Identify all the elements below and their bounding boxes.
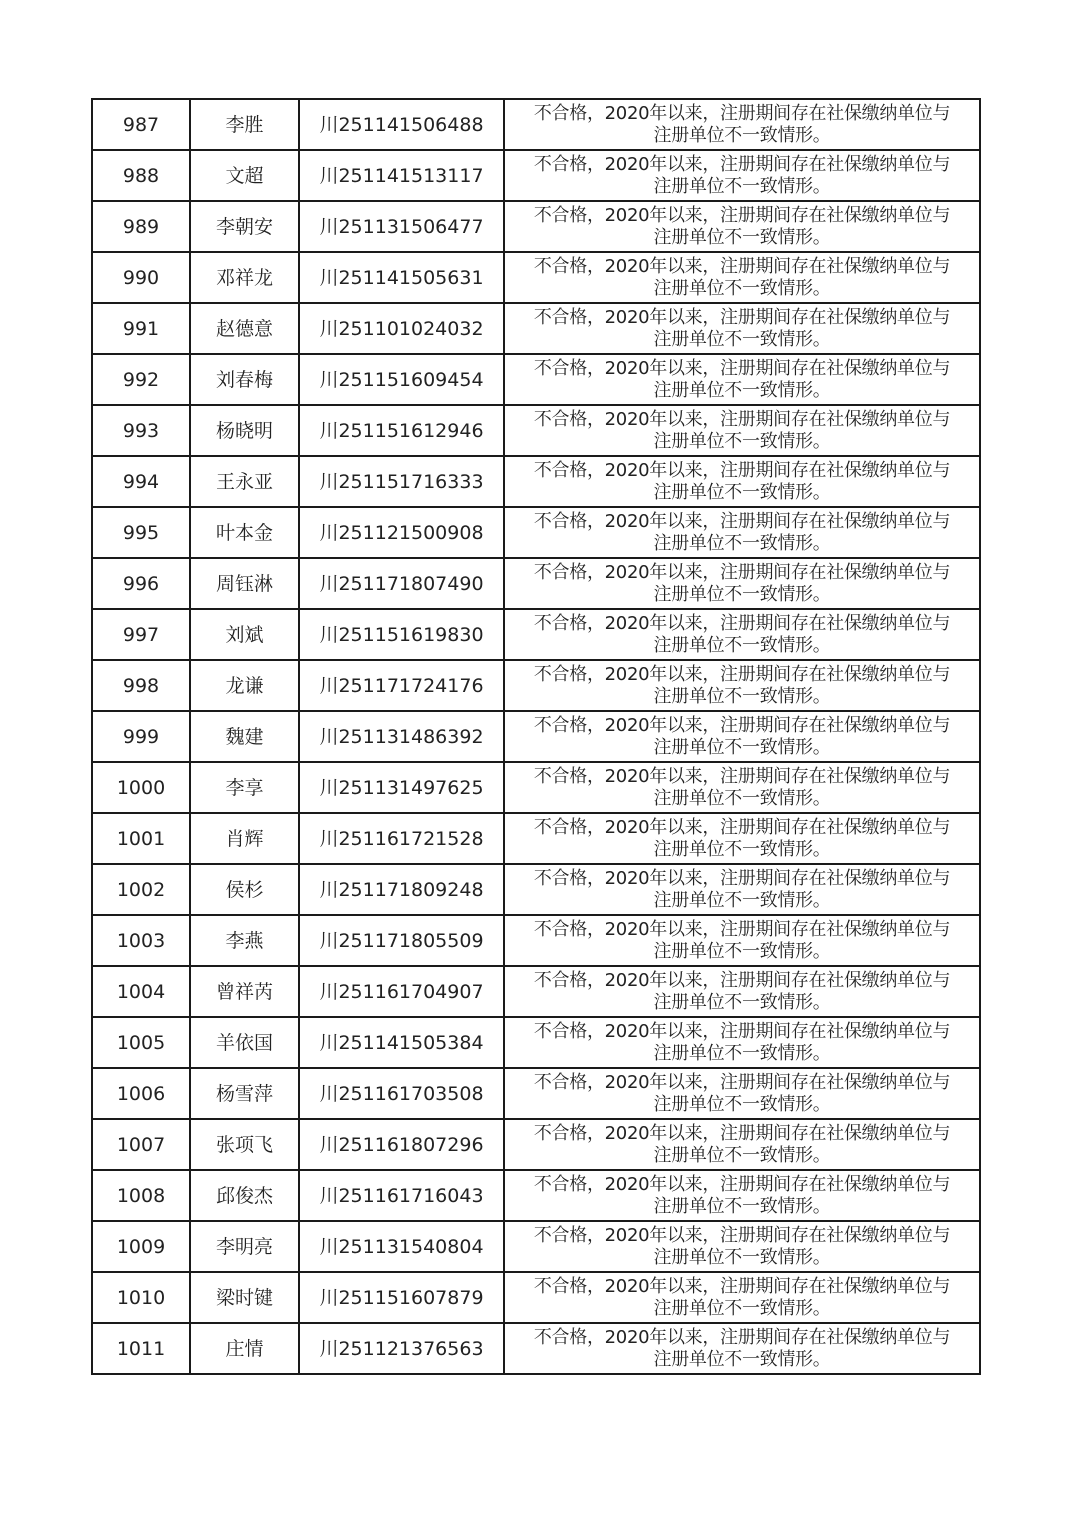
person-name-cell: 李燕	[190, 915, 299, 966]
check-result-cell	[504, 864, 980, 915]
check-result-cell	[504, 405, 980, 456]
check-result-line-1: 不合格，2020年以来，注册期间存在社保缴纳单位与	[533, 918, 951, 940]
check-result-line-1: 不合格，2020年以来，注册期间存在社保缴纳单位与	[533, 1275, 951, 1297]
certificate-number-cell: 川251131540804	[299, 1221, 504, 1272]
check-result-line-1: 不合格，2020年以来，注册期间存在社保缴纳单位与	[533, 765, 951, 787]
check-result-cell	[504, 507, 980, 558]
row-number-cell: 987	[92, 99, 190, 150]
certificate-number-cell: 川251151619830	[299, 609, 504, 660]
row-number-cell: 1010	[92, 1272, 190, 1323]
row-number-cell: 1005	[92, 1017, 190, 1068]
table-row	[92, 303, 980, 354]
row-number-cell: 996	[92, 558, 190, 609]
row-number-cell: 993	[92, 405, 190, 456]
person-name-cell: 李胜	[190, 99, 299, 150]
check-result-cell	[504, 915, 980, 966]
person-name-cell: 肖辉	[190, 813, 299, 864]
person-name-cell: 李朝安	[190, 201, 299, 252]
check-result-cell	[504, 609, 980, 660]
person-name-cell: 庄情	[190, 1323, 299, 1374]
table-row	[92, 711, 980, 762]
table-row	[92, 660, 980, 711]
table-row	[92, 966, 980, 1017]
check-result-cell	[504, 966, 980, 1017]
check-result-line-2: 注册单位不一致情形。	[653, 1297, 831, 1319]
check-result-cell	[504, 762, 980, 813]
check-result-line-2: 注册单位不一致情形。	[653, 583, 831, 605]
row-number-cell: 997	[92, 609, 190, 660]
person-name-cell: 杨雪萍	[190, 1068, 299, 1119]
certificate-number-cell: 川251161807296	[299, 1119, 504, 1170]
row-number-cell: 1006	[92, 1068, 190, 1119]
check-result-cell	[504, 1272, 980, 1323]
check-result-line-1: 不合格，2020年以来，注册期间存在社保缴纳单位与	[533, 153, 951, 175]
check-result-line-1: 不合格，2020年以来，注册期间存在社保缴纳单位与	[533, 459, 951, 481]
check-result-line-1: 不合格，2020年以来，注册期间存在社保缴纳单位与	[533, 1326, 951, 1348]
table-row	[92, 1068, 980, 1119]
check-result-line-1: 不合格，2020年以来，注册期间存在社保缴纳单位与	[533, 102, 951, 124]
table-row	[92, 507, 980, 558]
row-number-cell: 1004	[92, 966, 190, 1017]
table-row	[92, 915, 980, 966]
check-result-line-2: 注册单位不一致情形。	[653, 1093, 831, 1115]
certificate-number-cell: 川251141505631	[299, 252, 504, 303]
certificate-number-cell: 川251131506477	[299, 201, 504, 252]
certificate-number-cell: 川251151612946	[299, 405, 504, 456]
check-result-line-1: 不合格，2020年以来，注册期间存在社保缴纳单位与	[533, 663, 951, 685]
certificate-number-cell: 川251131486392	[299, 711, 504, 762]
check-result-cell	[504, 558, 980, 609]
row-number-cell: 988	[92, 150, 190, 201]
check-result-line-2: 注册单位不一致情形。	[653, 430, 831, 452]
table-row	[92, 813, 980, 864]
check-result-line-2: 注册单位不一致情形。	[653, 481, 831, 503]
check-result-line-1: 不合格，2020年以来，注册期间存在社保缴纳单位与	[533, 561, 951, 583]
check-result-line-1: 不合格，2020年以来，注册期间存在社保缴纳单位与	[533, 714, 951, 736]
check-result-line-2: 注册单位不一致情形。	[653, 1246, 831, 1268]
person-name-cell: 刘春梅	[190, 354, 299, 405]
check-result-line-1: 不合格，2020年以来，注册期间存在社保缴纳单位与	[533, 867, 951, 889]
table-row	[92, 762, 980, 813]
check-result-line-2: 注册单位不一致情形。	[653, 226, 831, 248]
certificate-number-cell: 川251121376563	[299, 1323, 504, 1374]
check-result-line-2: 注册单位不一致情形。	[653, 1195, 831, 1217]
certificate-number-cell: 川251171805509	[299, 915, 504, 966]
certificate-number-cell: 川251161716043	[299, 1170, 504, 1221]
person-name-cell: 杨晓明	[190, 405, 299, 456]
check-result-line-1: 不合格，2020年以来，注册期间存在社保缴纳单位与	[533, 612, 951, 634]
check-result-line-2: 注册单位不一致情形。	[653, 277, 831, 299]
table-row	[92, 1323, 980, 1374]
table-row	[92, 1221, 980, 1272]
person-name-cell: 周钰淋	[190, 558, 299, 609]
person-name-cell: 赵德意	[190, 303, 299, 354]
check-result-line-1: 不合格，2020年以来，注册期间存在社保缴纳单位与	[533, 510, 951, 532]
check-result-line-1: 不合格，2020年以来，注册期间存在社保缴纳单位与	[533, 1122, 951, 1144]
certificate-number-cell: 川251101024032	[299, 303, 504, 354]
certificate-number-cell: 川251171724176	[299, 660, 504, 711]
table-row	[92, 1272, 980, 1323]
check-result-line-2: 注册单位不一致情形。	[653, 1348, 831, 1370]
row-number-cell: 1009	[92, 1221, 190, 1272]
person-name-cell: 梁时键	[190, 1272, 299, 1323]
row-number-cell: 989	[92, 201, 190, 252]
check-result-cell	[504, 813, 980, 864]
check-result-line-1: 不合格，2020年以来，注册期间存在社保缴纳单位与	[533, 1224, 951, 1246]
person-name-cell: 刘斌	[190, 609, 299, 660]
check-result-line-2: 注册单位不一致情形。	[653, 1144, 831, 1166]
row-number-cell: 998	[92, 660, 190, 711]
person-name-cell: 李明亮	[190, 1221, 299, 1272]
certificate-number-cell: 川251161721528	[299, 813, 504, 864]
check-result-line-2: 注册单位不一致情形。	[653, 124, 831, 146]
row-number-cell: 1000	[92, 762, 190, 813]
check-result-line-1: 不合格，2020年以来，注册期间存在社保缴纳单位与	[533, 1020, 951, 1042]
check-result-line-1: 不合格，2020年以来，注册期间存在社保缴纳单位与	[533, 255, 951, 277]
table-row	[92, 99, 980, 150]
check-result-cell	[504, 1068, 980, 1119]
check-result-line-2: 注册单位不一致情形。	[653, 736, 831, 758]
person-name-cell: 龙谦	[190, 660, 299, 711]
certificate-number-cell: 川251151609454	[299, 354, 504, 405]
certificate-number-cell: 川251121500908	[299, 507, 504, 558]
certificate-number-cell: 川251141506488	[299, 99, 504, 150]
check-result-cell	[504, 252, 980, 303]
table-row	[92, 405, 980, 456]
check-result-line-1: 不合格，2020年以来，注册期间存在社保缴纳单位与	[533, 408, 951, 430]
check-result-cell	[504, 660, 980, 711]
check-result-line-2: 注册单位不一致情形。	[653, 940, 831, 962]
check-result-cell	[504, 1221, 980, 1272]
certificate-number-cell: 川251151607879	[299, 1272, 504, 1323]
check-result-cell	[504, 1323, 980, 1374]
check-result-cell	[504, 711, 980, 762]
table-row	[92, 354, 980, 405]
table-row	[92, 252, 980, 303]
check-result-line-1: 不合格，2020年以来，注册期间存在社保缴纳单位与	[533, 1071, 951, 1093]
person-name-cell: 叶本金	[190, 507, 299, 558]
table-row	[92, 1170, 980, 1221]
check-result-line-2: 注册单位不一致情形。	[653, 889, 831, 911]
row-number-cell: 1003	[92, 915, 190, 966]
check-result-line-2: 注册单位不一致情形。	[653, 175, 831, 197]
check-result-line-1: 不合格，2020年以来，注册期间存在社保缴纳单位与	[533, 306, 951, 328]
certificate-number-cell: 川251151716333	[299, 456, 504, 507]
check-result-line-1: 不合格，2020年以来，注册期间存在社保缴纳单位与	[533, 204, 951, 226]
check-result-cell	[504, 303, 980, 354]
person-name-cell: 侯杉	[190, 864, 299, 915]
table-row	[92, 558, 980, 609]
check-result-line-1: 不合格，2020年以来，注册期间存在社保缴纳单位与	[533, 969, 951, 991]
row-number-cell: 994	[92, 456, 190, 507]
person-name-cell: 张项飞	[190, 1119, 299, 1170]
table-row	[92, 1119, 980, 1170]
check-result-line-2: 注册单位不一致情形。	[653, 379, 831, 401]
person-name-cell: 曾祥芮	[190, 966, 299, 1017]
check-result-line-2: 注册单位不一致情形。	[653, 1042, 831, 1064]
row-number-cell: 1011	[92, 1323, 190, 1374]
check-result-cell	[504, 1017, 980, 1068]
row-number-cell: 991	[92, 303, 190, 354]
row-number-cell: 990	[92, 252, 190, 303]
certificate-number-cell: 川251141513117	[299, 150, 504, 201]
records-table-body	[92, 99, 980, 1374]
check-result-cell	[504, 1170, 980, 1221]
check-result-line-1: 不合格，2020年以来，注册期间存在社保缴纳单位与	[533, 1173, 951, 1195]
check-result-line-2: 注册单位不一致情形。	[653, 787, 831, 809]
person-name-cell: 李享	[190, 762, 299, 813]
check-result-cell	[504, 354, 980, 405]
check-result-cell	[504, 456, 980, 507]
row-number-cell: 1007	[92, 1119, 190, 1170]
check-result-line-2: 注册单位不一致情形。	[653, 532, 831, 554]
certificate-number-cell: 川251171809248	[299, 864, 504, 915]
table-row	[92, 456, 980, 507]
person-name-cell: 魏建	[190, 711, 299, 762]
table-row	[92, 201, 980, 252]
certificate-number-cell: 川251171807490	[299, 558, 504, 609]
row-number-cell: 1002	[92, 864, 190, 915]
check-result-line-1: 不合格，2020年以来，注册期间存在社保缴纳单位与	[533, 816, 951, 838]
check-result-cell	[504, 99, 980, 150]
certificate-number-cell: 川251161703508	[299, 1068, 504, 1119]
check-result-line-2: 注册单位不一致情形。	[653, 634, 831, 656]
check-result-line-2: 注册单位不一致情形。	[653, 685, 831, 707]
certificate-number-cell: 川251141505384	[299, 1017, 504, 1068]
check-result-line-2: 注册单位不一致情形。	[653, 991, 831, 1013]
table-row	[92, 864, 980, 915]
person-name-cell: 邓祥龙	[190, 252, 299, 303]
row-number-cell: 995	[92, 507, 190, 558]
check-result-cell	[504, 1119, 980, 1170]
row-number-cell: 999	[92, 711, 190, 762]
person-name-cell: 羊依国	[190, 1017, 299, 1068]
check-result-line-2: 注册单位不一致情形。	[653, 838, 831, 860]
certificate-number-cell: 川251131497625	[299, 762, 504, 813]
table-row	[92, 150, 980, 201]
records-table	[91, 98, 981, 1375]
row-number-cell: 1001	[92, 813, 190, 864]
check-result-cell	[504, 201, 980, 252]
person-name-cell: 文超	[190, 150, 299, 201]
table-row	[92, 609, 980, 660]
person-name-cell: 邱俊杰	[190, 1170, 299, 1221]
row-number-cell: 992	[92, 354, 190, 405]
check-result-line-2: 注册单位不一致情形。	[653, 328, 831, 350]
check-result-cell	[504, 150, 980, 201]
check-result-line-1: 不合格，2020年以来，注册期间存在社保缴纳单位与	[533, 357, 951, 379]
row-number-cell: 1008	[92, 1170, 190, 1221]
certificate-number-cell: 川251161704907	[299, 966, 504, 1017]
table-row	[92, 1017, 980, 1068]
person-name-cell: 王永亚	[190, 456, 299, 507]
